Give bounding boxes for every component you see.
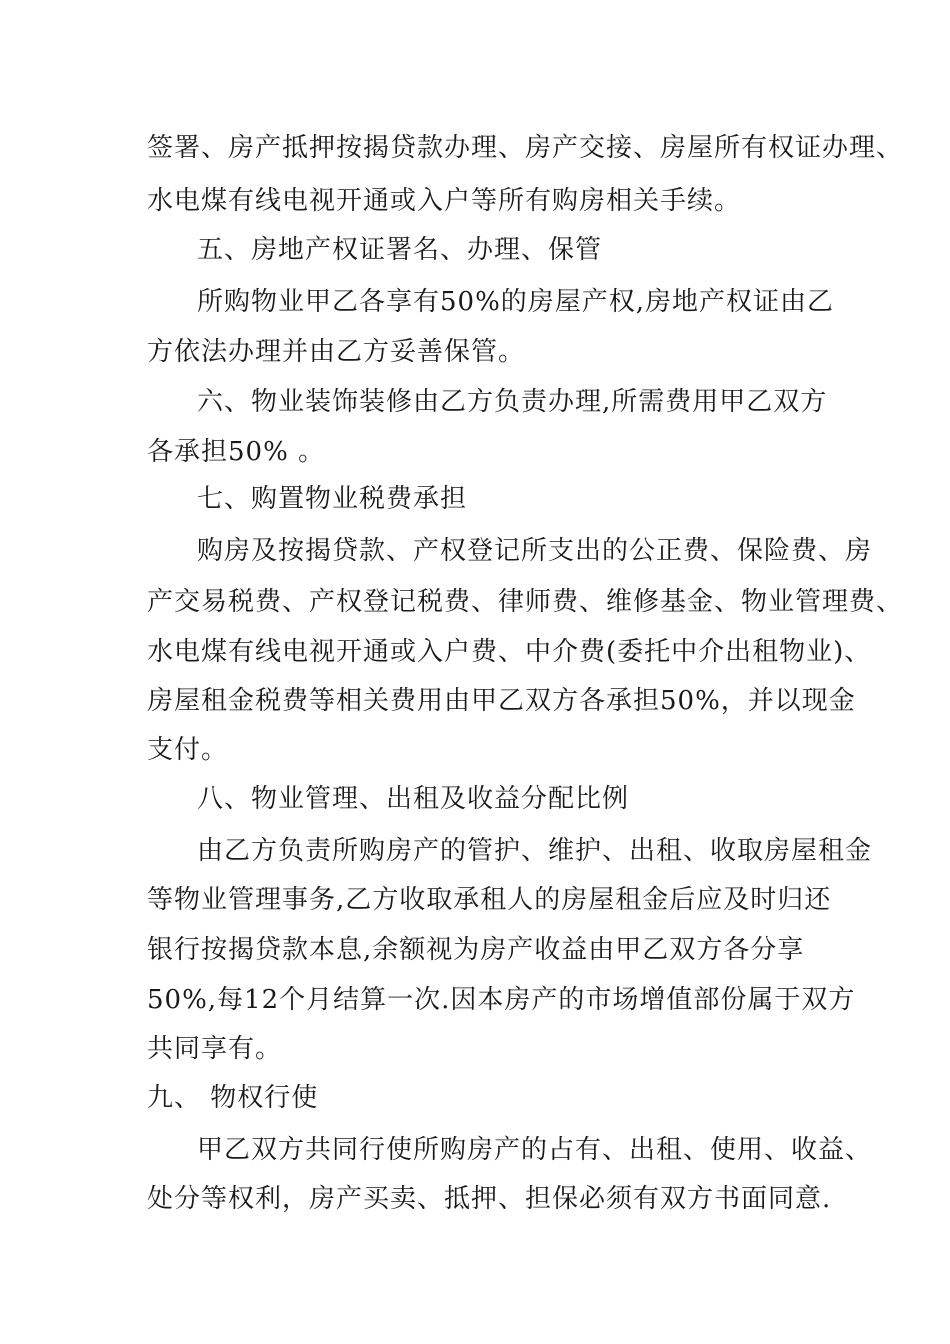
paragraph-line: 水电煤有线电视开通或入户费、中介费(委托中介出租物业)、	[147, 637, 872, 667]
section-heading-5: 五、房地产权证署名、办理、保管	[197, 235, 603, 265]
paragraph-line: 所购物业甲乙各享有50%的房屋产权,房地产权证由乙	[197, 287, 835, 317]
paragraph-line: 50%,每12个月结算一次.因本房产的市场增值部份属于双方	[147, 985, 856, 1015]
paragraph-line: 由乙方负责所购房产的管护、维护、出租、收取房屋租金	[197, 836, 873, 866]
paragraph-line: 购房及按揭贷款、产权登记所支出的公正费、保险费、房	[197, 536, 873, 566]
section-heading-8: 八、物业管理、出租及收益分配比例	[197, 784, 630, 814]
paragraph-line: 产交易税费、产权登记税费、律师费、维修基金、物业管理费、	[147, 587, 904, 617]
paragraph-line: 银行按揭贷款本息,余额视为房产收益由甲乙双方各分享	[147, 935, 805, 965]
section-heading-9: 九、 物权行使	[147, 1083, 319, 1113]
paragraph-line: 房屋租金税费等相关费用由甲乙双方各承担50%，并以现金	[147, 686, 856, 716]
paragraph-line: 方依法办理并由乙方妥善保管。	[147, 337, 526, 367]
paragraph-line: 处分等权利，房产买卖、抵押、担保必须有双方书面同意.	[147, 1184, 832, 1214]
section-heading-7: 七、购置物业税费承担	[197, 484, 468, 514]
paragraph-line: 共同享有。	[147, 1034, 283, 1064]
paragraph-line: 等物业管理事务,乙方收取承租人的房屋租金后应及时归还	[147, 885, 832, 915]
paragraph-line: 签署、房产抵押按揭贷款办理、房产交接、房屋所有权证办理、	[147, 133, 904, 163]
paragraph-line: 支付。	[147, 735, 229, 765]
paragraph-line: 各承担50% 。	[147, 437, 326, 467]
paragraph-line: 水电煤有线电视开通或入户等所有购房相关手续。	[147, 186, 742, 216]
paragraph-line: 甲乙双方共同行使所购房产的占有、出租、使用、收益、	[197, 1135, 873, 1165]
section-heading-6: 六、物业装饰装修由乙方负责办理,所需费用甲乙双方	[197, 387, 828, 417]
